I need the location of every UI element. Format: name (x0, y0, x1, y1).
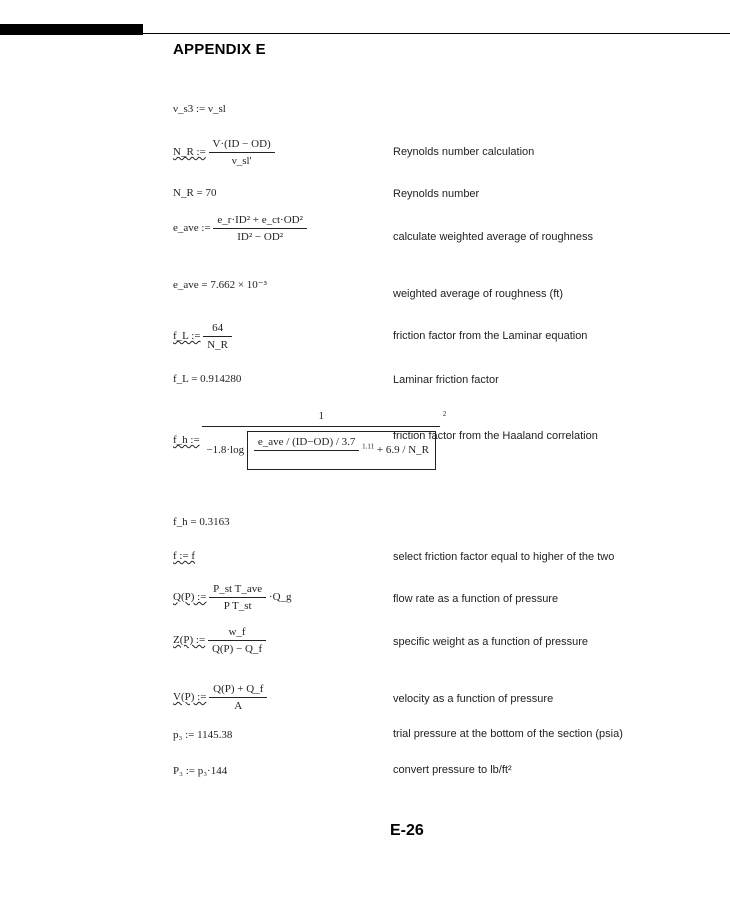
eq-fraction: 1 −1.8·log e_ave / (ID−OD) / 3.7 $^{1.11}$ + 6.9 / N_R (202, 410, 440, 470)
eq-fraction: $\frac{Q(P) + Q\_f}{A}$ (209, 683, 267, 712)
equation-flow-rate: Q(P) := $\frac{\text{P\_st T\_ave}}{\text{P T\_st}}$ ·Q_g (173, 583, 292, 612)
equation-select-friction: f := f (173, 550, 196, 562)
desc-laminar-calc: friction factor from the Laminar equation (393, 330, 588, 342)
equation-specific-weight: Z(P) := $\frac{w\_f}{Q(P) - Q\_f}$ (173, 626, 266, 655)
eq-fraction: $\frac{w\_f}{Q(P) - Q\_f}$ (208, 626, 266, 655)
equation-reynolds-calc (173, 138, 275, 167)
desc-flow-rate: flow rate as a function of pressure (393, 593, 559, 605)
desc-select-friction: select friction factor equal to higher of the two (393, 551, 615, 563)
desc-reynolds-calc: Reynolds number calculation (393, 146, 535, 158)
haaland-bracket: e_ave / (ID−OD) / 3.7 $^{1.11}$ + 6.9 / N_R (247, 431, 436, 470)
equation-convert-pressure: P₃ := p₃·144 (173, 765, 228, 777)
equation-reynolds-value: N_R = 70 (173, 187, 217, 199)
eq-fraction: $\frac{V\cdot(ID - OD)}{\nu\_sl'}$ (209, 138, 275, 167)
equation-roughness-value: e_ave = 7.662 × 10⁻³ (173, 279, 267, 291)
desc-roughness-value: weighted average of roughness (ft) (393, 288, 563, 300)
eq-lhs: N_R := (173, 146, 206, 159)
desc-laminar-value: Laminar friction factor (393, 374, 499, 386)
equation-laminar-calc: f_L := $\frac{64}{N\_R}$ (173, 322, 232, 351)
eq-fraction: $\frac{\text{e\_r·ID² + e\_ct·OD²}}{\text{ID² − OD²}}$ (213, 214, 307, 243)
equation-laminar-value: f_L = 0.914280 (173, 373, 242, 385)
desc-velocity: velocity as a function of pressure (393, 693, 554, 705)
page-number: E-26 (390, 822, 424, 839)
section-title: APPENDIX E (173, 41, 266, 58)
header-black-bar (0, 24, 143, 35)
desc-specific-weight: specific weight as a function of pressure (393, 636, 589, 648)
equation-roughness-calc: e_ave := $\frac{\text{e\_r·ID² + e\_ct·OD²}}{\text{ID² − OD²}}$ (173, 214, 307, 243)
desc-roughness-calc: calculate weighted average of roughness (393, 231, 593, 243)
desc-reynolds-value: Reynolds number (393, 188, 480, 200)
equation-haaland-value: f_h = 0.3163 (173, 516, 230, 528)
equation-nu-s3: ν_s3 := ν_sl (173, 103, 226, 115)
equation-trial-pressure: p₃ := 1145.38 (173, 729, 233, 741)
equation-velocity: V(P) := $\frac{Q(P) + Q\_f}{A}$ (173, 683, 267, 712)
desc-haaland-calc: friction factor from the Haaland correlation (393, 430, 598, 442)
desc-convert-pressure: convert pressure to lb/ft² (393, 764, 512, 776)
header-rule (143, 33, 730, 34)
desc-trial-pressure: trial pressure at the bottom of the section (psia) (393, 728, 623, 740)
eq-fraction: $\frac{64}{N\_R}$ (203, 322, 232, 351)
eq-fraction: $\frac{\text{P\_st T\_ave}}{\text{P T\_st}}$ (209, 583, 266, 612)
equation-haaland-calc: f_h := 1 −1.8·log e_ave / (ID−OD) / 3.7 $^{1.11}$ + 6.9 / N_R $^2$ (173, 410, 446, 470)
